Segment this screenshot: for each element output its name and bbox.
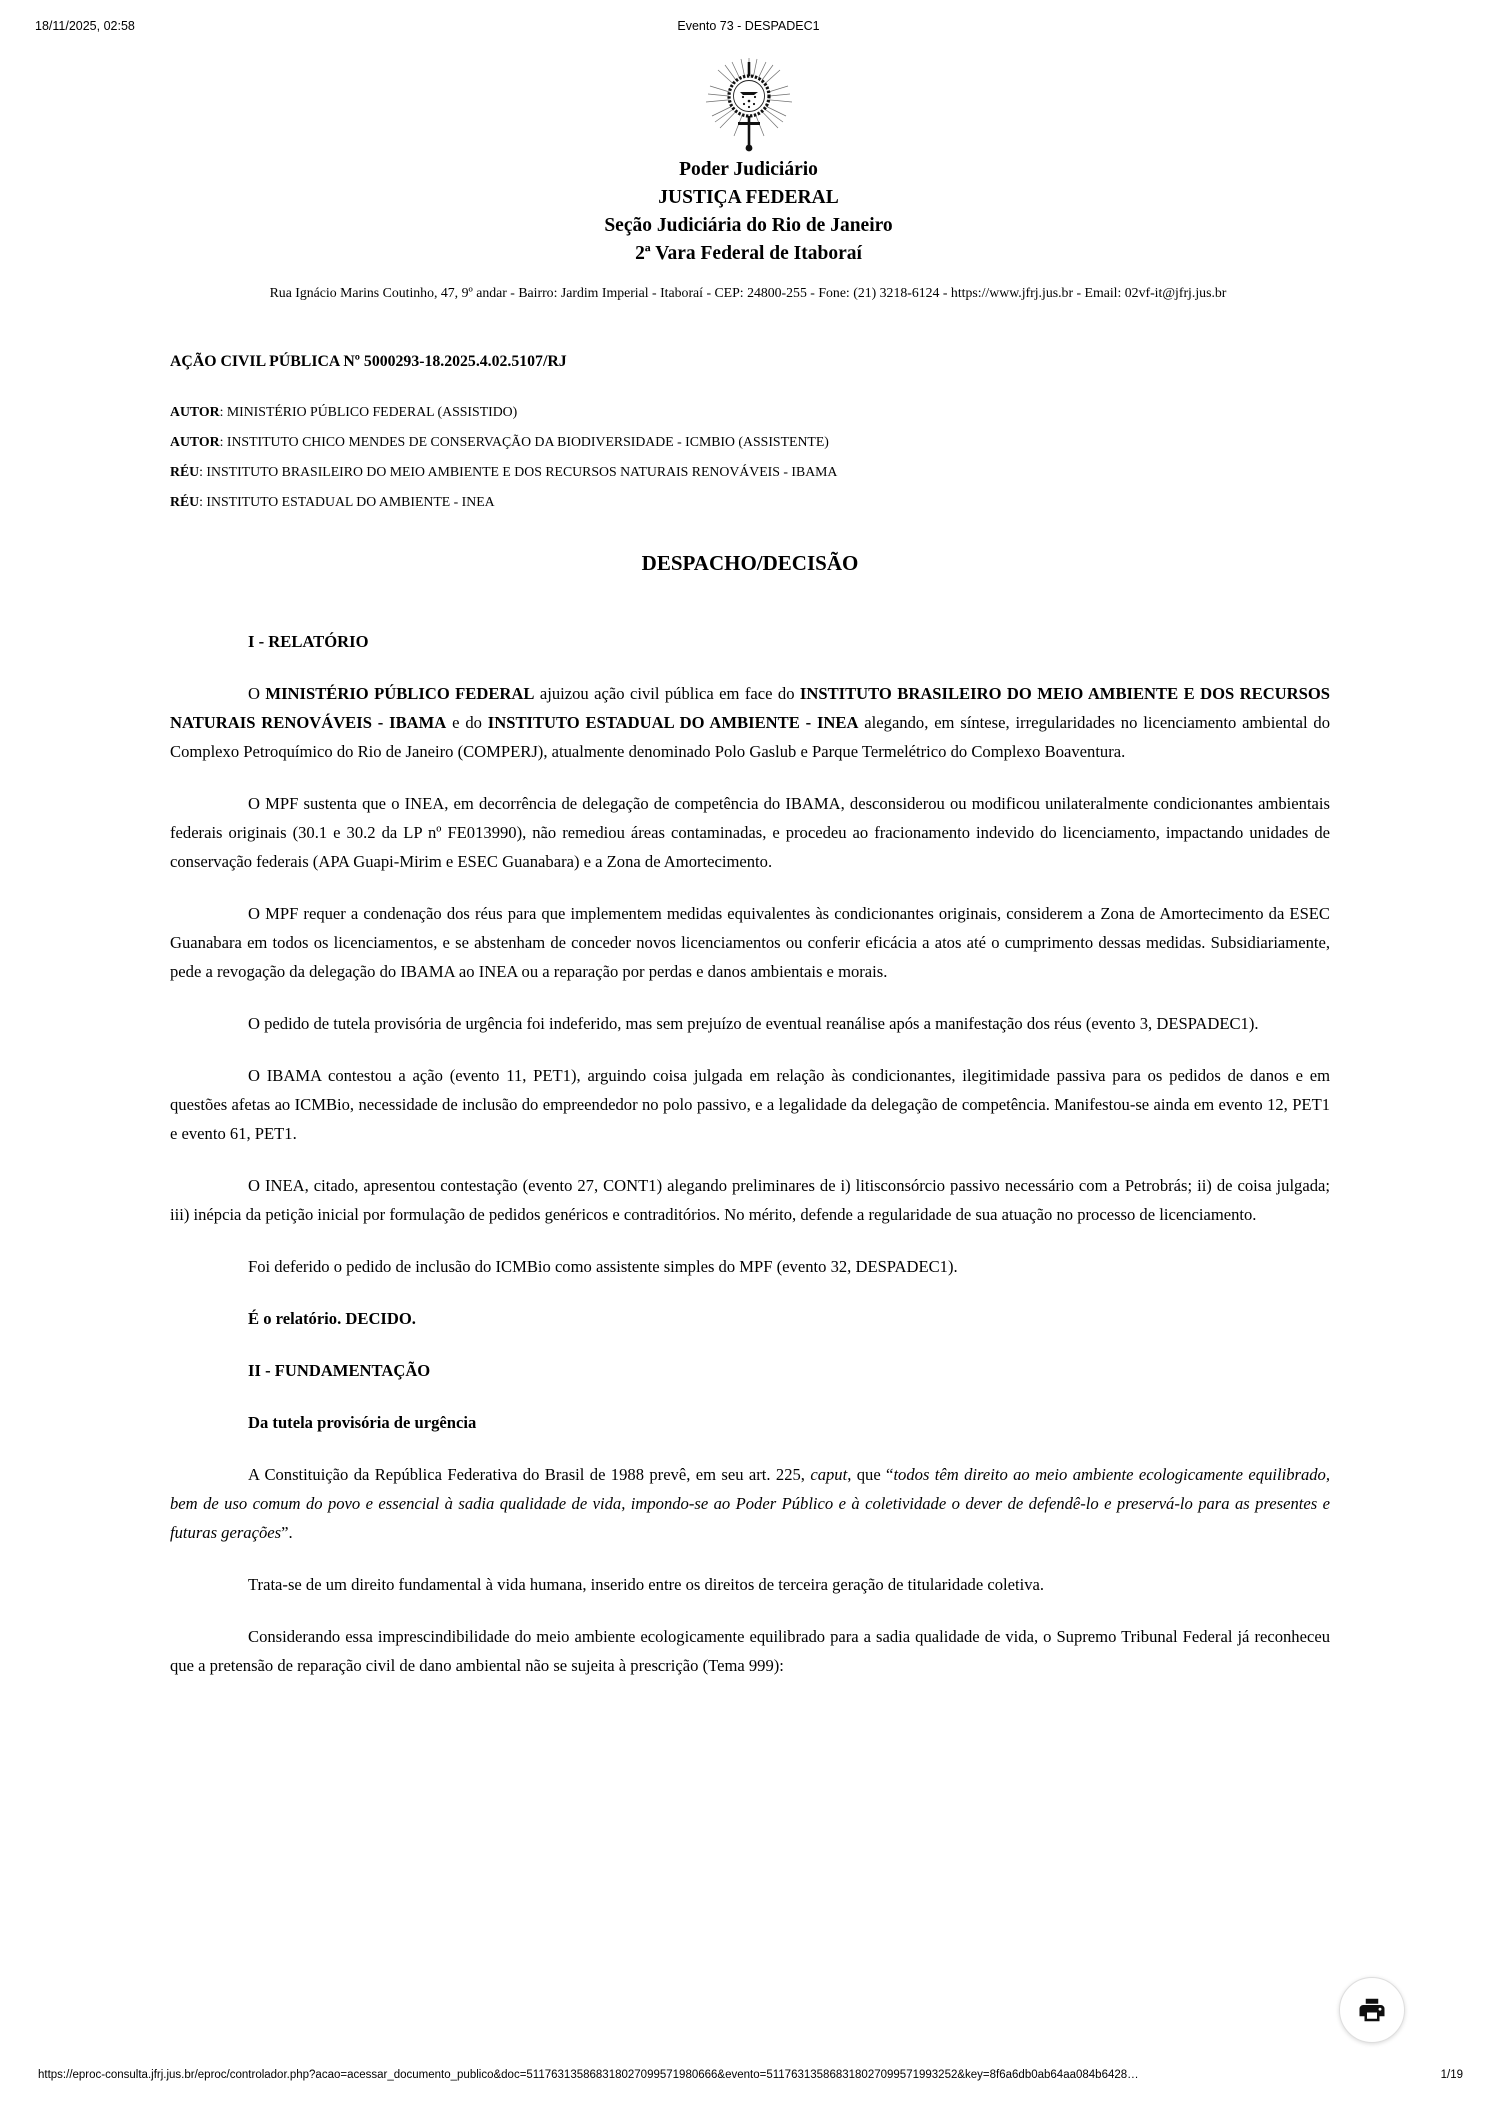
paragraph: Foi deferido o pedido de inclusão do ICMBio como assistente simples do MPF (evento 32, DESPADEC1). [248, 1257, 958, 1276]
printer-icon [1357, 1995, 1387, 2025]
party-row: RÉU: INSTITUTO ESTADUAL DO AMBIENTE - INEA [170, 494, 495, 509]
court-header-line: Poder Judiciário [679, 159, 818, 180]
paragraph: O IBAMA contestou a ação (evento 11, PET1), arguindo coisa julgada em relação às condicionantes, ilegitimidade passiva para os pedidos de danos e em questões afetas ao ICMBio, necessidade de inclusão do empreendedor no polo passivo, e a legalidade da delegação de competência. Manifestou-se ainda em evento 12, PET1 e evento 61, PET1. [170, 1066, 1330, 1143]
section-heading: II - FUNDAMENTAÇÃO [248, 1361, 431, 1380]
section-heading: Da tutela provisória de urgência [248, 1413, 477, 1432]
party-row: AUTOR: MINISTÉRIO PÚBLICO FEDERAL (ASSISTIDO) [170, 404, 518, 419]
document-title: DESPACHO/DECISÃO [641, 551, 859, 575]
brazil-coat-of-arms-icon [0, 56, 1497, 159]
court-header-line: JUSTIÇA FEDERAL [658, 187, 839, 208]
print-header-doc-title: Evento 73 - DESPADEC1 [677, 19, 820, 33]
paragraph: O MPF sustenta que o INEA, em decorrência de delegação de competência do IBAMA, desconsiderou ou modificou unilateralmente condicionantes ambientais federais originais (30.1 e 30.2 da LP nº FE013990), não remediou áreas contaminadas, e procedeu ao fracionamento indevido do licenciamento, impactando unidades de conservação federais (APA Guapi-Mirim e ESEC Guanabara) e a Zona de Amortecimento. [170, 794, 1330, 871]
paragraph: Trata-se de um direito fundamental à vida humana, inserido entre os direitos de terceira geração de titularidade coletiva. [248, 1575, 1045, 1594]
print-button[interactable] [1339, 1977, 1405, 2043]
paragraph: O pedido de tutela provisória de urgência foi indeferido, mas sem prejuízo de eventual reanálise após a manifestação dos réus (evento 3, DESPADEC1). [248, 1014, 1259, 1033]
party-row: RÉU: INSTITUTO BRASILEIRO DO MEIO AMBIENTE E DOS RECURSOS NATURAIS RENOVÁVEIS - IBAMA [170, 464, 838, 479]
court-address: Rua Ignácio Marins Coutinho, 47, 9º andar - Bairro: Jardim Imperial - Itaboraí - CEP: 24800-255 - Fone: (21) 3218-6124 - https://www.jfrj.jus.br - Email: 02vf-it@jfrj.jus.br [269, 285, 1227, 300]
case-action-number: AÇÃO CIVIL PÚBLICA Nº 5000293-18.2025.4.02.5107/RJ [170, 353, 567, 370]
party-row: AUTOR: INSTITUTO CHICO MENDES DE CONSERVAÇÃO DA BIODIVERSIDADE - ICMBIO (ASSISTENTE) [170, 434, 829, 449]
section-heading: I - RELATÓRIO [248, 632, 369, 651]
print-footer-url: https://eproc-consulta.jfrj.jus.br/eproc/controlador.php?acao=acessar_documento_publico&doc=511763135868318027099571980666&evento=511763135868318027099571993252&key=8f6a6db0ab64aa084b6428… [38, 2069, 1139, 2081]
paragraph: Considerando essa imprescindibilidade do meio ambiente ecologicamente equilibrado para a sadia qualidade de vida, o Supremo Tribunal Federal já reconheceu que a pretensão de reparação civil de dano ambiental não se sujeita à prescrição (Tema 999): [170, 1627, 1330, 1675]
decision-document [170, 550, 1330, 1703]
court-header-lines [0, 156, 1497, 268]
paragraph: O MINISTÉRIO PÚBLICO FEDERAL ajuizou ação civil pública em face do INSTITUTO BRASILEIRO DO MEIO AMBIENTE E DOS RECURSOS NATURAIS RENOVÁVEIS - IBAMA e do INSTITUTO ESTADUAL DO AMBIENTE - INEA alegando, em síntese, irregularidades no licenciamento ambiental do Complexo Petroquímico do Rio de Janeiro (COMPERJ), atualmente denominado Polo Gaslub e Parque Termelétrico do Complexo Boaventura. [170, 684, 1331, 761]
print-footer-page-indicator: 1/19 [1440, 2069, 1463, 2081]
print-header-datetime: 18/11/2025, 02:58 [35, 19, 135, 33]
paragraph: A Constituição da República Federativa do Brasil de 1988 prevê, em seu art. 225, caput, que “todos têm direito ao meio ambiente ecologicamente equilibrado, bem de uso comum do povo e essencial à sadia qualidade de vida, impondo-se ao Poder Público e à coletividade o dever de defendê-lo e preservá-lo para as presentes e futuras gerações”. [170, 1465, 1330, 1542]
browser-print-footer [0, 2069, 1497, 2085]
browser-print-header [0, 19, 1497, 37]
case-identification [170, 352, 1340, 517]
paragraph: O MPF requer a condenação dos réus para que implementem medidas equivalentes às condicionantes originais, considerem a Zona de Amortecimento da ESEC Guanabara em todos os licenciamentos, e se abstenham de conceder novos licenciamentos ou conferir eficácia a atos até o cumprimento dessas medidas. Subsidiariamente, pede a revogação da delegação do IBAMA ao INEA ou a reparação por perdas e danos ambientais e morais. [170, 904, 1330, 981]
section-heading: É o relatório. DECIDO. [248, 1309, 416, 1328]
party-list [170, 397, 1340, 517]
document-body [170, 627, 1330, 1680]
paragraph: O INEA, citado, apresentou contestação (evento 27, CONT1) alegando preliminares de i) litisconsórcio passivo necessário com a Petrobrás; ii) de coisa julgada; iii) inépcia da petição inicial por formulação de pedidos genéricos e contraditórios. No mérito, defende a regularidade de sua atuação no processo de licenciamento. [170, 1176, 1330, 1224]
court-header-line: 2ª Vara Federal de Itaboraí [635, 243, 862, 264]
court-header-line: Seção Judiciária do Rio de Janeiro [604, 215, 893, 236]
